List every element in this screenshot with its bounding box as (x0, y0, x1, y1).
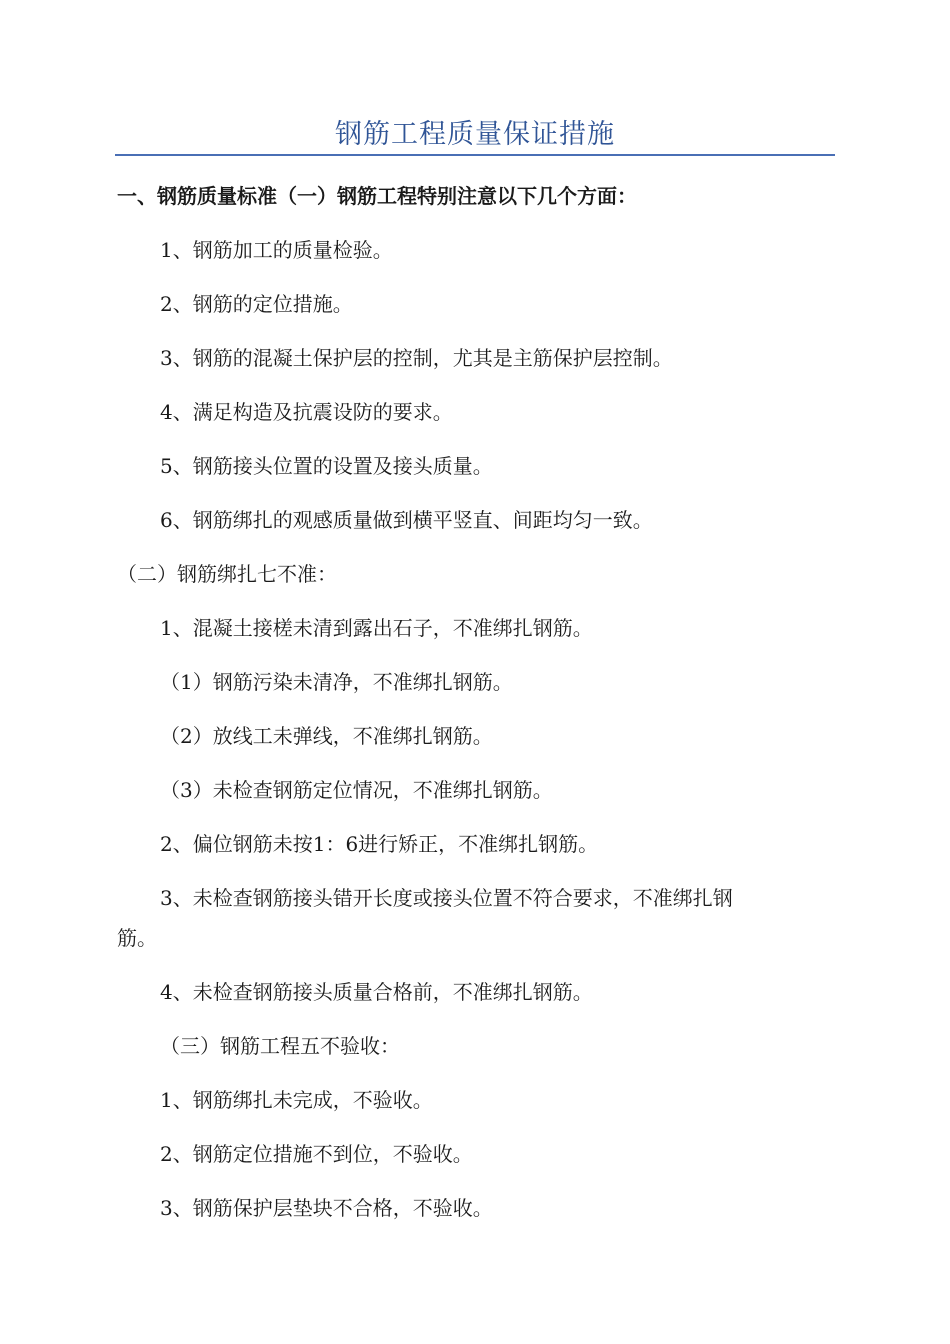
section1-item: 3、钢筋的混凝土保护层的控制，尤其是主筋保护层控制。 (160, 346, 673, 370)
section2-heading: （二）钢筋绑扎七不准： (117, 562, 337, 586)
section2-item: 3、未检查钢筋接头错开长度或接头位置不符合要求，不准绑扎钢 (160, 886, 733, 910)
section1-item: 1、钢筋加工的质量检验。 (160, 238, 393, 262)
section2-item-continuation: 筋。 (117, 926, 157, 950)
document-title: 钢筋工程质量保证措施 (335, 119, 615, 150)
section2-subitem: （2）放线工未弹线，不准绑扎钢筋。 (160, 724, 493, 748)
section2-subitem: （1）钢筋污染未清净，不准绑扎钢筋。 (160, 670, 513, 694)
section1-item: 5、钢筋接头位置的设置及接头质量。 (160, 454, 493, 478)
section3-item: 3、钢筋保护层垫块不合格，不验收。 (160, 1196, 493, 1220)
section2-item: 1、混凝土接槎未清到露出石子，不准绑扎钢筋。 (160, 616, 593, 640)
section1-item: 4、满足构造及抗震设防的要求。 (160, 400, 453, 424)
section1-item: 6、钢筋绑扎的观感质量做到横平竖直、间距均匀一致。 (160, 508, 653, 532)
section3-heading: （三）钢筋工程五不验收： (160, 1034, 400, 1058)
section2-item: 2、偏位钢筋未按1：6进行矫正，不准绑扎钢筋。 (160, 832, 599, 856)
section1-item: 2、钢筋的定位措施。 (160, 292, 353, 316)
section3-item: 1、钢筋绑扎未完成，不验收。 (160, 1088, 433, 1112)
section3-item: 2、钢筋定位措施不到位，不验收。 (160, 1142, 473, 1166)
section2-subitem: （3）未检查钢筋定位情况，不准绑扎钢筋。 (160, 778, 553, 802)
section1-heading: 一、钢筋质量标准（一）钢筋工程特别注意以下几个方面： (117, 184, 637, 208)
title-underline (115, 154, 835, 156)
section2-item: 4、未检查钢筋接头质量合格前，不准绑扎钢筋。 (160, 980, 593, 1004)
